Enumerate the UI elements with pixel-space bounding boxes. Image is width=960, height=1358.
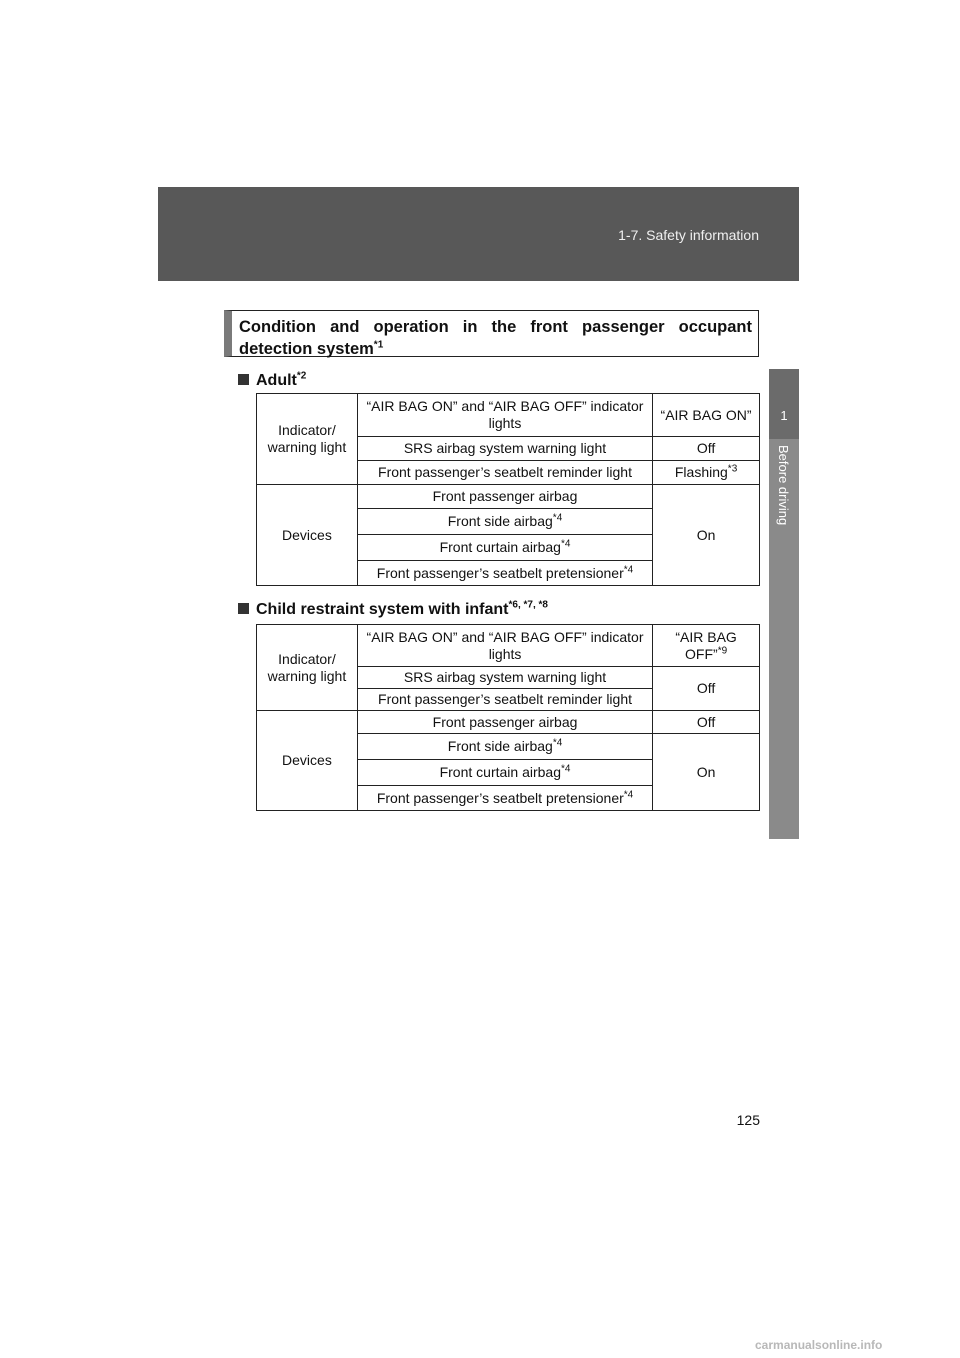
adult-table bbox=[256, 393, 760, 586]
passenger-airbag-cell: Front passenger airbag bbox=[357, 711, 652, 734]
devices-value: On bbox=[653, 485, 760, 586]
side-airbag-cell: Front side airbag$^{*4}$ bbox=[357, 509, 652, 535]
table-row bbox=[257, 625, 760, 667]
section-title-line2: detection system bbox=[239, 340, 374, 358]
side-airbag-cell: Front side airbag$^{*4}$ bbox=[357, 734, 652, 760]
passenger-airbag-cell: Front passenger airbag bbox=[357, 485, 652, 509]
devices-value: On bbox=[653, 734, 760, 811]
indicator-label-cell: Indicator/ warning light bbox=[257, 625, 358, 711]
indicator-label-cell: Indicator/ warning light bbox=[257, 394, 358, 485]
watermark: carmanualsonline.info bbox=[755, 1338, 883, 1352]
infant-heading-text: Child restraint system with infant bbox=[256, 601, 509, 618]
chapter-number: 1 bbox=[780, 408, 788, 423]
adult-heading bbox=[238, 372, 306, 390]
devices-label-cell: Devices bbox=[257, 485, 358, 586]
square-bullet-icon bbox=[238, 603, 249, 614]
table-row bbox=[257, 394, 760, 437]
indicator-lights-cell: “AIR BAG ON” and “AIR BAG OFF” indicator lights bbox=[357, 394, 652, 437]
srs-warning-cell: SRS airbag system warning light bbox=[357, 667, 652, 689]
pretensioner-cell: Front passenger’s seatbelt pretensioner$^{*4}$ bbox=[357, 561, 652, 586]
warning-values: Off bbox=[653, 667, 760, 711]
srs-warning-cell: SRS airbag system warning light bbox=[357, 437, 652, 461]
passenger-airbag-value: Off bbox=[653, 711, 760, 734]
title-footnote: *1 bbox=[373, 339, 384, 351]
table-row bbox=[257, 485, 760, 509]
adult-heading-text: Adult bbox=[256, 372, 297, 389]
infant-heading bbox=[238, 601, 548, 619]
seatbelt-reminder-cell: Front passenger’s seatbelt reminder light bbox=[357, 461, 652, 485]
chapter-tab bbox=[769, 369, 799, 439]
srs-warning-value: Off bbox=[653, 437, 760, 461]
section-header: 1-7. Safety information bbox=[618, 227, 759, 243]
header-band bbox=[158, 187, 799, 281]
section-title-line1: Condition and operation in the front passenger occupant bbox=[239, 318, 752, 336]
indicator-lights-cell: “AIR BAG ON” and “AIR BAG OFF” indicator lights bbox=[357, 625, 652, 667]
chapter-label: Before driving bbox=[776, 445, 791, 526]
page-number: 125 bbox=[736, 1112, 760, 1128]
infant-table bbox=[256, 624, 760, 811]
square-bullet-icon bbox=[238, 374, 249, 385]
indicator-lights-value: “AIR BAG OFF”$^{*9}$ bbox=[653, 625, 760, 667]
pretensioner-cell: Front passenger’s seatbelt pretensioner$^{*4}$ bbox=[357, 786, 652, 811]
infant-footnote: *6, *7, *8 bbox=[508, 599, 548, 611]
indicator-lights-value: “AIR BAG ON” bbox=[653, 394, 760, 437]
seatbelt-reminder-cell: Front passenger’s seatbelt reminder light bbox=[357, 689, 652, 711]
devices-label-cell: Devices bbox=[257, 711, 358, 811]
table-row bbox=[257, 711, 760, 734]
curtain-airbag-cell: Front curtain airbag$^{*4}$ bbox=[357, 760, 652, 786]
curtain-airbag-cell: Front curtain airbag$^{*4}$ bbox=[357, 535, 652, 561]
chapter-strip bbox=[769, 439, 799, 839]
adult-footnote: *2 bbox=[296, 370, 307, 382]
section-title bbox=[224, 310, 759, 357]
seatbelt-reminder-value: Flashing$^{*3}$ bbox=[653, 461, 760, 485]
